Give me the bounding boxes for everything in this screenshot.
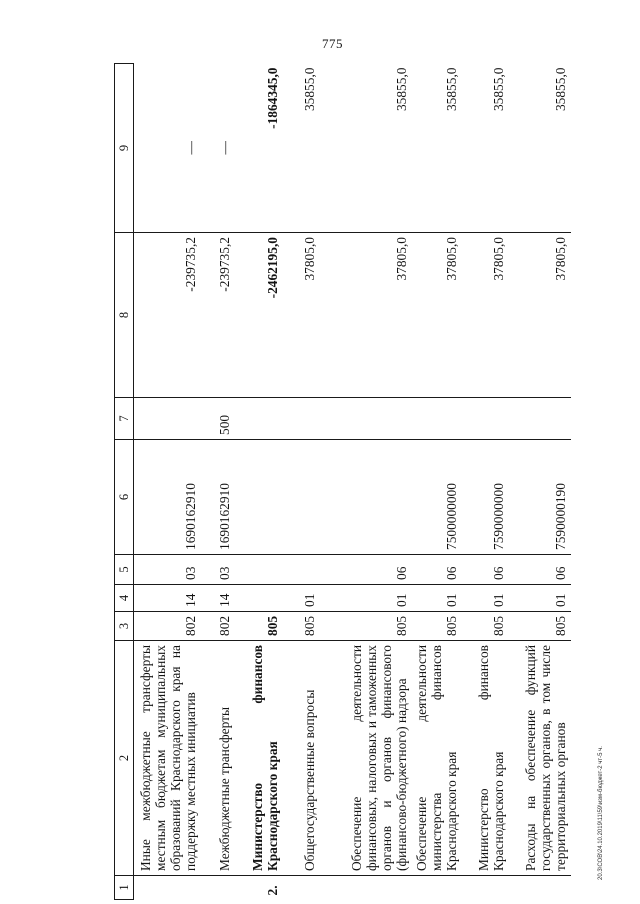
row-name: Расходы на обеспечение функций государственных органов, в том числе территориальных органов (509, 641, 571, 876)
amount-2021: — (182, 141, 198, 155)
rotated-table-wrapper (114, 64, 571, 900)
header-cell: 9 (115, 64, 134, 233)
csr-code: 7590000000 (462, 440, 509, 555)
amount-2020: 37805,0 (509, 233, 571, 398)
table-row (134, 64, 201, 900)
table-row (283, 64, 320, 900)
rz-code: 01 (462, 585, 509, 612)
pr-code: 06 (320, 555, 412, 585)
ved-code: 802 (134, 612, 201, 641)
amount-2020: 37805,0 (412, 233, 462, 398)
amount-2021: 35855,0 (443, 67, 459, 112)
vr-code (509, 398, 571, 440)
pr-code (235, 555, 283, 585)
pr-code: 03 (134, 555, 201, 585)
pr-code: 06 (509, 555, 571, 585)
header-cell: 1 (115, 876, 134, 900)
ved-code: 802 (201, 612, 235, 641)
row-number (283, 876, 320, 900)
vr-code: 500 (201, 398, 235, 440)
pr-code: 06 (412, 555, 462, 585)
rz-code: 14 (201, 585, 235, 612)
ved-code: 805 (509, 612, 571, 641)
rz-code: 14 (134, 585, 201, 612)
vr-code (283, 398, 320, 440)
table-body (115, 64, 572, 900)
amount-2021: 35855,0 (393, 67, 409, 112)
table-row (509, 64, 571, 900)
amount-2021: -1864345,0 (264, 67, 280, 129)
row-number (509, 876, 571, 900)
vr-code (462, 398, 509, 440)
vr-code (320, 398, 412, 440)
pr-code: 06 (462, 555, 509, 585)
rz-code: 01 (412, 585, 462, 612)
header-cell: 4 (115, 585, 134, 612)
ved-code: 805 (320, 612, 412, 641)
row-number (462, 876, 509, 900)
header-row (115, 64, 134, 900)
csr-code: 7500000000 (412, 440, 462, 555)
row-name: Межбюджетные трансферты (201, 641, 235, 876)
rz-code (235, 585, 283, 612)
csr-code: 1690162910 (134, 440, 201, 555)
row-name: Обеспечение деятельности финансовых, налоговых и таможенных органов и органов финансового (финансово-бюджетного) надзора (320, 641, 412, 876)
row-number (320, 876, 412, 900)
vr-code (235, 398, 283, 440)
header-cell: 8 (115, 233, 134, 398)
row-name: Обеспечение деятельности министерства финансов Краснодарского края (412, 641, 462, 876)
vr-code (134, 398, 201, 440)
csr-code: 1690162910 (201, 440, 235, 555)
row-number (134, 876, 201, 900)
csr-code (235, 440, 283, 555)
row-number: 2. (235, 876, 283, 900)
amount-2020: 37805,0 (283, 233, 320, 398)
row-name: Иные межбюджетные трансферты местным бюджетам муниципальных образований Краснодарского края на поддержку местных инициатив (134, 641, 201, 876)
vr-code (412, 398, 462, 440)
header-cell: 2 (115, 641, 134, 876)
row-number (412, 876, 462, 900)
pr-code (283, 555, 320, 585)
ved-code: 805 (283, 612, 320, 641)
header-cell: 5 (115, 555, 134, 585)
rz-code: 01 (283, 585, 320, 612)
ved-code: 805 (462, 612, 509, 641)
amount-2021: — (216, 141, 232, 155)
ved-code: 805 (235, 612, 283, 641)
amount-2020: 37805,0 (320, 233, 412, 398)
pr-code: 03 (201, 555, 235, 585)
rz-code: 01 (320, 585, 412, 612)
row-name: Министерство финансов Краснодарского края (235, 641, 283, 876)
csr-code (320, 440, 412, 555)
table-row (320, 64, 412, 900)
budget-table (114, 63, 571, 900)
amount-2021: 35855,0 (553, 67, 568, 112)
ved-code: 805 (412, 612, 462, 641)
header-cell: 6 (115, 440, 134, 555)
amount-2020: 37805,0 (462, 233, 509, 398)
amount-2020: -239735,2 (201, 233, 235, 398)
csr-code: 7590000190 (509, 440, 571, 555)
footer-code: 20.3\СОВ\24.10.2019\11\59\изм-бюджет-2 чт-5 ч. (598, 746, 604, 880)
table-row (235, 64, 283, 900)
header-cell: 7 (115, 398, 134, 440)
table-row (462, 64, 509, 900)
amount-2020: -2462195,0 (235, 233, 283, 398)
amount-2021: 35855,0 (490, 67, 506, 112)
page-number: 775 (322, 36, 343, 51)
table-row (201, 64, 235, 900)
amount-2021: 35855,0 (301, 67, 317, 112)
rz-code: 01 (509, 585, 571, 612)
row-name: Общегосударственные вопросы (283, 641, 320, 876)
amount-2020: -239735,2 (134, 233, 201, 398)
row-name: Министерство финансов Краснодарского края (462, 641, 509, 876)
row-number (201, 876, 235, 900)
header-cell: 3 (115, 612, 134, 641)
table-row (412, 64, 462, 900)
csr-code (283, 440, 320, 555)
